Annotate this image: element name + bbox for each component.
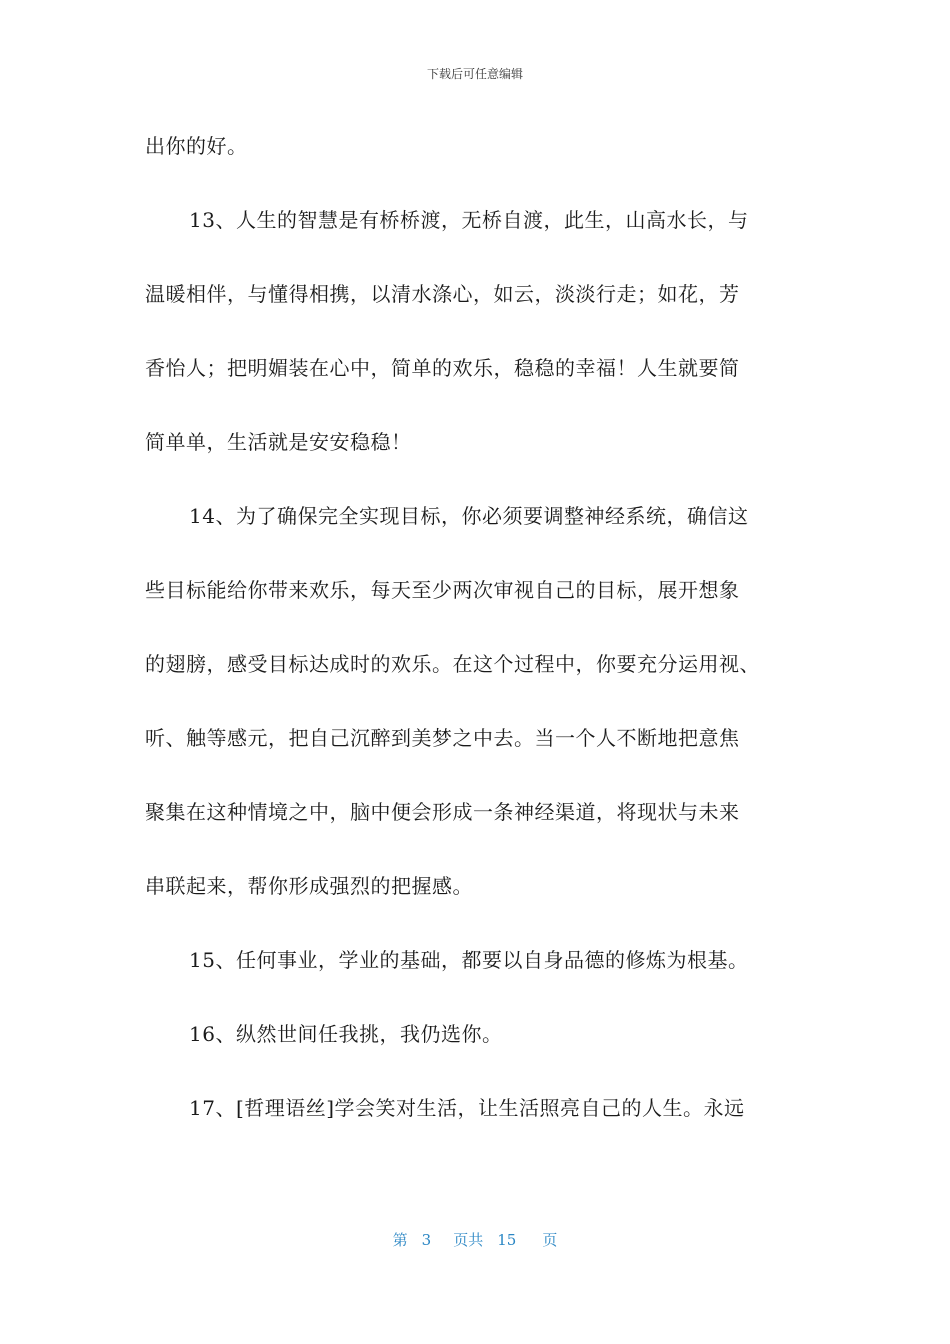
footer-current-page: 3: [421, 1231, 432, 1249]
page-header-watermark: 下载后可任意编辑: [426, 67, 523, 81]
footer-prefix: 第: [392, 1231, 408, 1249]
paragraph-line: 些目标能给你带来欢乐，每天至少两次审视自己的目标，展开想象: [145, 578, 740, 602]
paragraph-line: 的翅膀，感受目标达成时的欢乐。在这个过程中，你要充分运用视、: [145, 652, 760, 676]
paragraph-line: 简单单，生活就是安安稳稳！: [145, 430, 412, 454]
paragraph-line: 香怡人；把明媚装在心中，简单的欢乐，稳稳的幸福！人生就要简: [145, 356, 740, 380]
paragraph-line: 聚集在这种情境之中，脑中便会形成一条神经渠道，将现状与未来: [145, 800, 740, 824]
page-footer-page-number: [0, 1230, 950, 1250]
footer-suffix: 页: [542, 1231, 558, 1249]
paragraph-line: 听、触等感元，把自己沉醉到美梦之中去。当一个人不断地把意焦: [145, 726, 740, 750]
paragraph-line: 15、任何事业，学业的基础，都要以自身品德的修炼为根基。: [189, 948, 749, 972]
footer-total-pages: 15: [497, 1231, 517, 1249]
paragraph-line: 16、纵然世间任我挑，我仍选你。: [189, 1022, 503, 1046]
paragraph-line: 温暖相伴，与懂得相携，以清水涤心，如云，淡淡行走；如花，芳: [145, 282, 740, 306]
paragraph-line: 13、人生的智慧是有桥桥渡，无桥自渡，此生，山高水长，与: [189, 208, 749, 232]
document-body: [145, 128, 815, 1164]
paragraph-line: 14、为了确保完全实现目标，你必须要调整神经系统，确信这: [189, 504, 749, 528]
paragraph-line: 串联起来，帮你形成强烈的把握感。: [145, 874, 473, 898]
footer-middle: 页共: [453, 1231, 484, 1249]
paragraph-line: 出你的好。: [145, 134, 248, 158]
paragraph-line: 17、[哲理语丝]学会笑对生活，让生活照亮自己的人生。永远: [189, 1096, 745, 1120]
